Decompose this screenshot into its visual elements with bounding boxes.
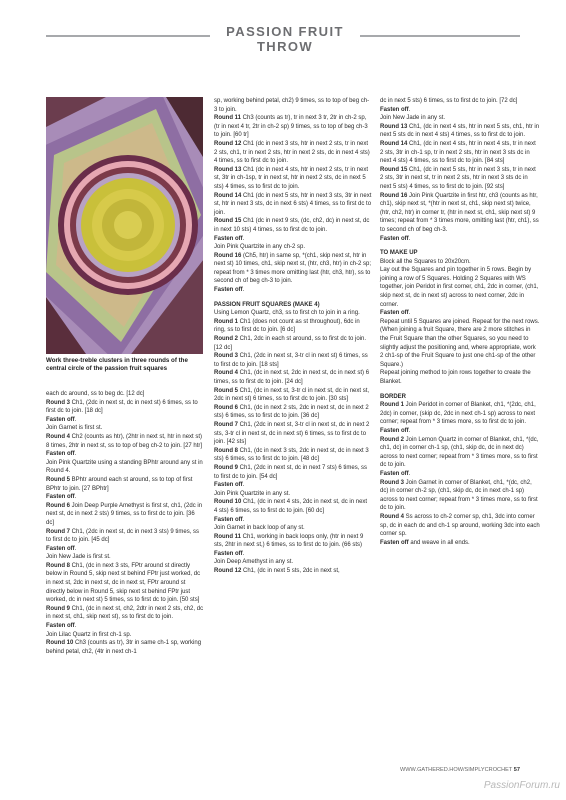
instruction-label: Fasten off xyxy=(214,516,243,523)
instruction-paragraph xyxy=(214,243,372,252)
instruction-label: Round 4 xyxy=(214,370,238,377)
section-heading xyxy=(380,249,540,258)
instruction-text: Join Deep Purple Amethyst is first st, ch1, (2dc in next st, dc in next 2 sts) 9 times, ss to first dc to join. [36 dc] xyxy=(46,502,203,526)
photo-caption: Work three-treble clusters in three rounds of the central circle of the passion fruit squares xyxy=(46,357,188,373)
instruction-text: Ch1, (2dc in next st, 3-tr cl in next st) 6 times, ss to first dc to join. [18 sts] xyxy=(214,353,368,368)
instruction-text: Lay out the Squares and pin together in 5 rows. Begin by joining a row of 5 Squares. Holding 2 Squares with WS together, join Peridot in first corner, ch1, 2dc in corner, (ch1, skip next st, dc in next st) across to next corner, 2dc in corner. xyxy=(380,267,539,308)
instruction-label: Round 13 xyxy=(214,166,242,173)
instruction-text: . xyxy=(74,623,77,630)
instruction-text: each dc around, ss to beg dc. [12 dc] xyxy=(46,391,145,397)
instruction-text: Join Pink Quartzite using a standing BPhtr around any st in Round 4. xyxy=(46,459,203,475)
instruction-paragraph xyxy=(380,140,540,166)
instruction-text: . xyxy=(242,287,245,294)
instruction-label: Fasten off xyxy=(214,287,243,294)
page-footer xyxy=(400,767,520,773)
instruction-text: Using Lemon Quartz, ch3, ss to first ch to join in a ring. xyxy=(214,310,360,317)
instruction-text: Ch1, (2dc in next st, dc in next st) 6 times, ss to first dc to join. [18 dc] xyxy=(46,399,198,415)
instruction-label: Fasten off xyxy=(380,470,409,477)
instruction-text: Ch3 (counts as tr), 3tr in same ch-1 sp, working behind petal, ch2, (4tr in next ch-1 xyxy=(46,640,202,655)
instruction-label: Fasten off xyxy=(46,451,75,458)
section-heading xyxy=(214,301,372,310)
instruction-paragraph xyxy=(380,266,540,309)
instruction-text: Ch1, (dc in next 5 sts, htr in next 3 sts, tr in next 2 sts, 3tr in next st, tr in next 2 sts, htr in next 3 sts dc in next 5 sts) 4 times, ss to first dc to join. [92 sts] xyxy=(380,166,536,190)
instruction-label: Round 11 xyxy=(214,115,242,122)
instruction-label: Fasten off xyxy=(380,427,409,434)
instruction-label: Round 9 xyxy=(46,605,70,612)
instruction-paragraph xyxy=(46,562,204,605)
watermark: PassionForum.ru xyxy=(483,780,560,791)
instruction-label: Round 15 xyxy=(214,218,242,225)
instruction-paragraph xyxy=(380,106,540,115)
instruction-paragraph xyxy=(214,464,372,481)
instruction-text: . xyxy=(408,310,411,317)
instruction-text: Ch3 (counts as tr), tr in next 3 tr, 2tr in ch-2 sp, (tr in next 4 tr, 2tr in ch-2 sp) 9 times, ss to top of beg ch-3 to join. [60 tr] xyxy=(214,115,368,139)
instruction-paragraph xyxy=(46,528,204,545)
instruction-text: . xyxy=(74,416,77,423)
instruction-label: Round 8 xyxy=(46,562,70,569)
instruction-paragraph xyxy=(380,166,540,192)
instruction-paragraph xyxy=(214,498,372,515)
instruction-paragraph xyxy=(380,192,540,235)
instruction-paragraph xyxy=(46,476,204,493)
instruction-text: Ch1 (dc in next 9 sts, (dc, ch2, dc) in next st, dc in next 10 sts) 4 times, ss to first dc to join. xyxy=(214,218,370,233)
instruction-paragraph xyxy=(214,369,372,386)
instruction-label: Fasten off xyxy=(214,550,243,557)
instruction-text: . xyxy=(74,494,77,501)
instruction-paragraph xyxy=(214,309,372,318)
instruction-text: Join Garnet is first st. xyxy=(46,425,103,432)
instruction-paragraph xyxy=(214,481,372,490)
instruction-label: Round 10 xyxy=(214,499,242,506)
section-heading xyxy=(380,393,540,402)
instruction-paragraph xyxy=(214,567,372,576)
instruction-text: Ch1, (dc in next 4 sts, htr in next 5 sts, ch1, htr in next 5 sts dc in next 4 sts) 4 times, ss to first dc to join. xyxy=(380,123,540,139)
instruction-paragraph xyxy=(46,459,204,476)
instruction-text: Ch1, (2dc in next st, dc in next 7 sts) 6 times, ss to first dc to join. [54 dc] xyxy=(214,464,368,480)
instruction-paragraph xyxy=(214,286,372,295)
passion-fruit-square-image xyxy=(46,97,203,354)
instruction-paragraph xyxy=(380,318,540,327)
instruction-paragraph xyxy=(214,166,372,192)
instruction-text: Ch1, (dc in next 2 sts, 2dc in next st, dc in next 2 sts) 6 times, ss to first dc to join. [36 dc] xyxy=(214,404,369,420)
instruction-text: and weave in all ends. xyxy=(408,539,470,546)
instruction-text: Ch1, (dc in next st, ch2, 2dtr in next 2 sts, ch2, dc in next st, ch1, skip next st), ss to first dc to join. xyxy=(46,605,204,621)
instruction-text: (When joining a fruit Square, there are 2 more stitches in the Fruit Square than the other Squares, so you need to slightly adjust the positioning and, where appropriate, work 2 ch1-sp of the Fruit Square to just one ch1-sp of the other Square.) xyxy=(380,327,536,368)
instruction-text: Ch1, (dc in next 4 sts, htr in next 4 sts, tr in next 2 sts, 3tr in ch-1 sp, tr in next 2 sts, htr in next 3 sts dc in next 4 sts) 4 times, ss to first dc to join. [84 sts] xyxy=(380,140,536,165)
instruction-label: Fasten off xyxy=(46,494,75,501)
instruction-text: . xyxy=(74,545,77,552)
instruction-label: Fasten off xyxy=(46,545,75,552)
instruction-text: Ch1 (dc in next 3 sts, htr in next 2 sts, tr in next 2 sts, ch1, tr in next 2 sts, htr in next 2 sts, dc in next 4 sts) 4 times, ss to first dc to join. xyxy=(214,140,370,165)
instruction-text: . xyxy=(408,235,411,242)
instruction-paragraph xyxy=(214,252,372,286)
instruction-paragraph xyxy=(380,427,540,436)
instruction-text: Ch1, (dc in next st, 2dc in next st, dc in next st) 6 times, ss to first dc to join. [24 dc] xyxy=(214,370,370,385)
instruction-text: (Ch5, htr) in same sp, *(ch1, skip next st, htr in next st) 10 times, ch1, skip next st, (htr, ch3, htr) in ch-2 sp; repeat from * 3 times more omitting last (htr, ch3, htr), ss to second ch of beg ch-3 to join. xyxy=(214,252,372,285)
instruction-text: Repeat until 5 Squares are joined. Repeat for the next rows. xyxy=(380,318,540,325)
instruction-paragraph xyxy=(46,416,204,425)
instruction-text: Ch1 (dc in next 4 sts, htr in next 2 sts, tr in next st, 3tr in ch-1sp, tr in next st, htr in next 2 sts, dc in next 5 sts) 4 times, ss to first dc to join. xyxy=(214,166,369,190)
instruction-text: . xyxy=(242,516,245,523)
instruction-paragraph xyxy=(214,97,372,114)
instruction-label: Round 2 xyxy=(380,436,404,443)
instruction-paragraph xyxy=(214,217,372,234)
instruction-label: Round 8 xyxy=(214,447,238,454)
instruction-label: Round 4 xyxy=(46,433,70,440)
instruction-paragraph xyxy=(380,326,540,369)
instruction-paragraph xyxy=(214,550,372,559)
instruction-label: Fasten off xyxy=(380,310,409,317)
instruction-text: Join Peridot in corner of Blanket, ch1, *(2dc, ch1, 2dc) in corner, (skip dc, 2dc in next ch-1 sp) across to next corner; repeat from * 3 times more, ss to first dc to join. xyxy=(380,402,536,426)
instruction-text: Join Lilac Quartz in first ch-1 sp. xyxy=(46,631,132,638)
instruction-paragraph xyxy=(380,114,540,123)
footer-url: WWW.GATHERED.HOW/SIMPLYCROCHET xyxy=(400,767,513,773)
instruction-text: Ch1, (2dc in next st, 3-tr cl in next st, dc in next 2 sts, 3-tr cl in next st, dc in next st) 6 times, ss to first dc to join. [42 sts] xyxy=(214,421,370,446)
instruction-paragraph xyxy=(46,424,204,433)
instruction-paragraph xyxy=(214,524,372,533)
instruction-text: sp, working behind petal, ch2) 9 times, ss to top of beg ch-3 to join. xyxy=(214,98,370,113)
instruction-text: Ch1, (dc in next 4 sts, 2dc in next st, dc in next 4 sts) 6 times, ss to first dc to join. [60 dc] xyxy=(214,499,368,514)
instruction-label: Round 3 xyxy=(380,479,404,486)
instruction-text: Join Pink Quartzite in any ch-2 sp. xyxy=(214,244,306,251)
instruction-paragraph xyxy=(214,235,372,244)
instruction-label: Round 10 xyxy=(46,640,74,647)
instruction-text: . xyxy=(74,451,77,458)
instruction-paragraph xyxy=(46,639,204,656)
instruction-paragraph xyxy=(380,369,540,386)
instruction-label: Round 6 xyxy=(214,404,238,411)
instruction-label: Round 12 xyxy=(214,140,242,147)
instruction-text: BPhtr around each st around, ss to top of first BPhtr to join. [27 BPhtr] xyxy=(46,476,193,492)
instruction-label: Round 2 xyxy=(214,336,238,343)
instruction-text: Join Pink Quartzite in any st. xyxy=(214,490,291,497)
instruction-paragraph xyxy=(214,318,372,335)
instruction-paragraph xyxy=(380,123,540,140)
instruction-paragraph xyxy=(214,114,372,140)
instruction-paragraph xyxy=(46,502,204,528)
instruction-label: PASSION FRUIT SQUARES (MAKE 4) xyxy=(214,301,320,308)
instruction-text: . xyxy=(242,235,245,242)
instruction-label: Round 1 xyxy=(380,402,404,409)
instruction-text: Join New Jade is first st. xyxy=(46,554,111,561)
instruction-paragraph xyxy=(214,404,372,421)
instruction-paragraph xyxy=(380,479,540,513)
instruction-label: Round 1 xyxy=(214,318,238,325)
instruction-label: Round 16 xyxy=(214,252,242,259)
instruction-label: Round 3 xyxy=(46,399,70,406)
instruction-label: Fasten off xyxy=(46,416,75,423)
instruction-paragraph xyxy=(380,309,540,318)
instruction-text: Ch1, working in back loops only, (htr in next 9 sts, 2htr in next st,) 6 times, ss to first dc to join. (66 sts) xyxy=(214,533,364,549)
instruction-paragraph xyxy=(214,335,372,352)
instruction-text: Ch1, 2dc in each st around, ss to first dc to join. [12 dc] xyxy=(214,336,367,351)
instruction-paragraph xyxy=(46,553,204,562)
instruction-text: . xyxy=(408,106,411,113)
instruction-text: Repeat joining method to join rows together to create the Blanket. xyxy=(380,370,531,385)
instruction-label: Round 14 xyxy=(214,192,242,199)
instruction-text: Ch1, (dc in next 3 sts, FPtr around st directly below in Round 5, skip next st behind FPtr just worked, dc in next st, 2dc in next st, dc in next st, FPtr around st directly below in Round 5, skip next st behind FPtr just worked, dc in next st) 5 times, ss to first dc to join. [50 sts] xyxy=(46,562,201,604)
instruction-label: Round 16 xyxy=(380,192,408,199)
header-rule-right xyxy=(360,35,520,37)
instruction-paragraph xyxy=(214,533,372,550)
instruction-paragraph xyxy=(214,516,372,525)
column-2 xyxy=(214,97,372,576)
instruction-label: Round 7 xyxy=(46,528,70,535)
instruction-label: Round 13 xyxy=(380,123,408,130)
instruction-label: Round 4 xyxy=(380,513,404,520)
page-title: PASSION FRUIT THROW xyxy=(226,24,344,54)
instruction-paragraph xyxy=(46,545,204,554)
instruction-paragraph xyxy=(380,258,540,267)
instruction-label: Round 6 xyxy=(46,502,70,509)
instruction-paragraph xyxy=(214,421,372,447)
instruction-paragraph xyxy=(380,470,540,479)
column-3 xyxy=(380,97,540,547)
instruction-text: . xyxy=(408,427,411,434)
instruction-text: dc in next 5 sts) 6 times, ss to first dc to join. [72 dc] xyxy=(380,98,518,104)
instruction-label: Fasten off xyxy=(214,482,243,489)
instruction-text: Block all the Squares to 20x20cm. xyxy=(380,258,471,265)
instruction-text: Join Pink Quartzite in first htr, ch3 (counts as htr, ch1), skip next st, *(htr in next st, ch1, skip next st) twice, (htr, ch2, htr) in corner tr, (htr in next st, ch1, skip next st) 9 times; repeat from * 3 times more, omitting last (htr, ch1), ss to second ch of beg ch-3. xyxy=(380,192,539,233)
instruction-paragraph xyxy=(46,631,204,640)
instruction-label: Round 11 xyxy=(214,533,242,540)
instruction-label: Round 9 xyxy=(214,464,238,471)
instruction-text: . xyxy=(408,470,411,477)
instruction-label: Fasten off xyxy=(214,235,243,242)
instruction-label: Fasten off xyxy=(380,539,409,546)
instruction-text: Join Deep Amethyst in any st. xyxy=(214,559,294,566)
instruction-label: BORDER xyxy=(380,393,407,400)
instruction-paragraph xyxy=(46,450,204,459)
instruction-paragraph xyxy=(46,390,204,399)
instruction-text: Join Lemon Quartz in corner of Blanket, ch1, *(dc, ch1, dc) in corner ch-1 sp, (ch1, skip dc, dc in next dc) across to next corner; repeat from * 3 times more, ss to first dc to join. xyxy=(380,436,539,469)
instruction-label: Round 15 xyxy=(380,166,408,173)
instruction-text: Ch2 (counts as htr), (2htr in next st, htr in next st) 8 times, 2htr in next st, ss to top of beg ch-2 to join. [27 htr] xyxy=(46,433,203,449)
instruction-label: TO MAKE UP xyxy=(380,250,418,257)
instruction-paragraph xyxy=(214,192,372,218)
column-1 xyxy=(46,390,204,656)
instruction-text: Ch1, (dc in next st, 3-tr cl in next st, dc in next st, 2dc in next st) 6 times, ss to first dc to join. [30 sts] xyxy=(214,387,370,403)
instruction-label: Fasten off xyxy=(380,106,409,113)
instruction-label: Round 5 xyxy=(46,476,70,483)
instruction-text: Ch1, (dc in next 3 sts, 2dc in next st, dc in next 3 sts) 6 times, ss to first dc to join. [48 dc] xyxy=(214,447,369,463)
instruction-text: Ch1 (does not count as st throughout), 6dc in ring, ss to first dc to join. [6 dc] xyxy=(214,318,360,334)
instruction-text: Ch1, (dc in next 5 sts, 2dc in next st, xyxy=(241,568,340,575)
instruction-paragraph xyxy=(214,558,372,567)
instruction-paragraph xyxy=(214,387,372,404)
page-number: 57 xyxy=(513,767,520,773)
instruction-text: Ss across to ch-2 corner sp, ch1, 3dc into corner sp, dc in each dc and ch-1 sp around, working 3dc into each corner sp. xyxy=(380,513,540,538)
instruction-text: Join Garnet in corner of Blanket, ch1, *(dc, ch2, dc) in corner ch-2 sp, (ch1, skip dc, dc in next ch-1 sp) across to next corner; repeat from * 3 times more, ss to first dc to join. xyxy=(380,479,538,512)
instruction-paragraph xyxy=(46,433,204,450)
instruction-paragraph xyxy=(380,539,540,548)
instruction-paragraph xyxy=(214,447,372,464)
instruction-label: Fasten off xyxy=(380,235,409,242)
instruction-paragraph xyxy=(46,622,204,631)
instruction-label: Fasten off xyxy=(46,623,75,630)
instruction-paragraph xyxy=(380,235,540,244)
instruction-paragraph xyxy=(46,399,204,416)
instruction-text: Join New Jade in any st. xyxy=(380,115,446,122)
instruction-text: Ch1, (2dc in next st, dc in next 3 sts) 9 times, ss to first dc to join. [45 dc] xyxy=(46,528,200,544)
instruction-text: Ch1 (dc in next 5 sts, htr in next 3 sts, 3tr in next st, htr in next 3 sts, dc in next 6 sts) 4 times, ss to first dc to join. xyxy=(214,192,372,216)
instruction-paragraph xyxy=(214,490,372,499)
instruction-label: Round 14 xyxy=(380,140,408,147)
instruction-paragraph xyxy=(214,140,372,166)
header-rule-left xyxy=(46,35,210,37)
instruction-paragraph xyxy=(214,352,372,369)
instruction-paragraph xyxy=(380,97,540,106)
crochet-photo xyxy=(46,97,203,354)
instruction-text: . xyxy=(242,550,245,557)
instruction-paragraph xyxy=(380,401,540,427)
instruction-text: Join Garnet in back loop of any st. xyxy=(214,525,305,532)
instruction-label: Round 12 xyxy=(214,568,242,575)
instruction-label: Round 5 xyxy=(214,387,238,394)
instruction-paragraph xyxy=(380,436,540,470)
instruction-label: Round 3 xyxy=(214,353,238,360)
instruction-text: . xyxy=(242,482,245,489)
instruction-paragraph xyxy=(46,605,204,622)
instruction-label: Round 7 xyxy=(214,421,238,428)
instruction-paragraph xyxy=(46,493,204,502)
instruction-paragraph xyxy=(380,513,540,539)
